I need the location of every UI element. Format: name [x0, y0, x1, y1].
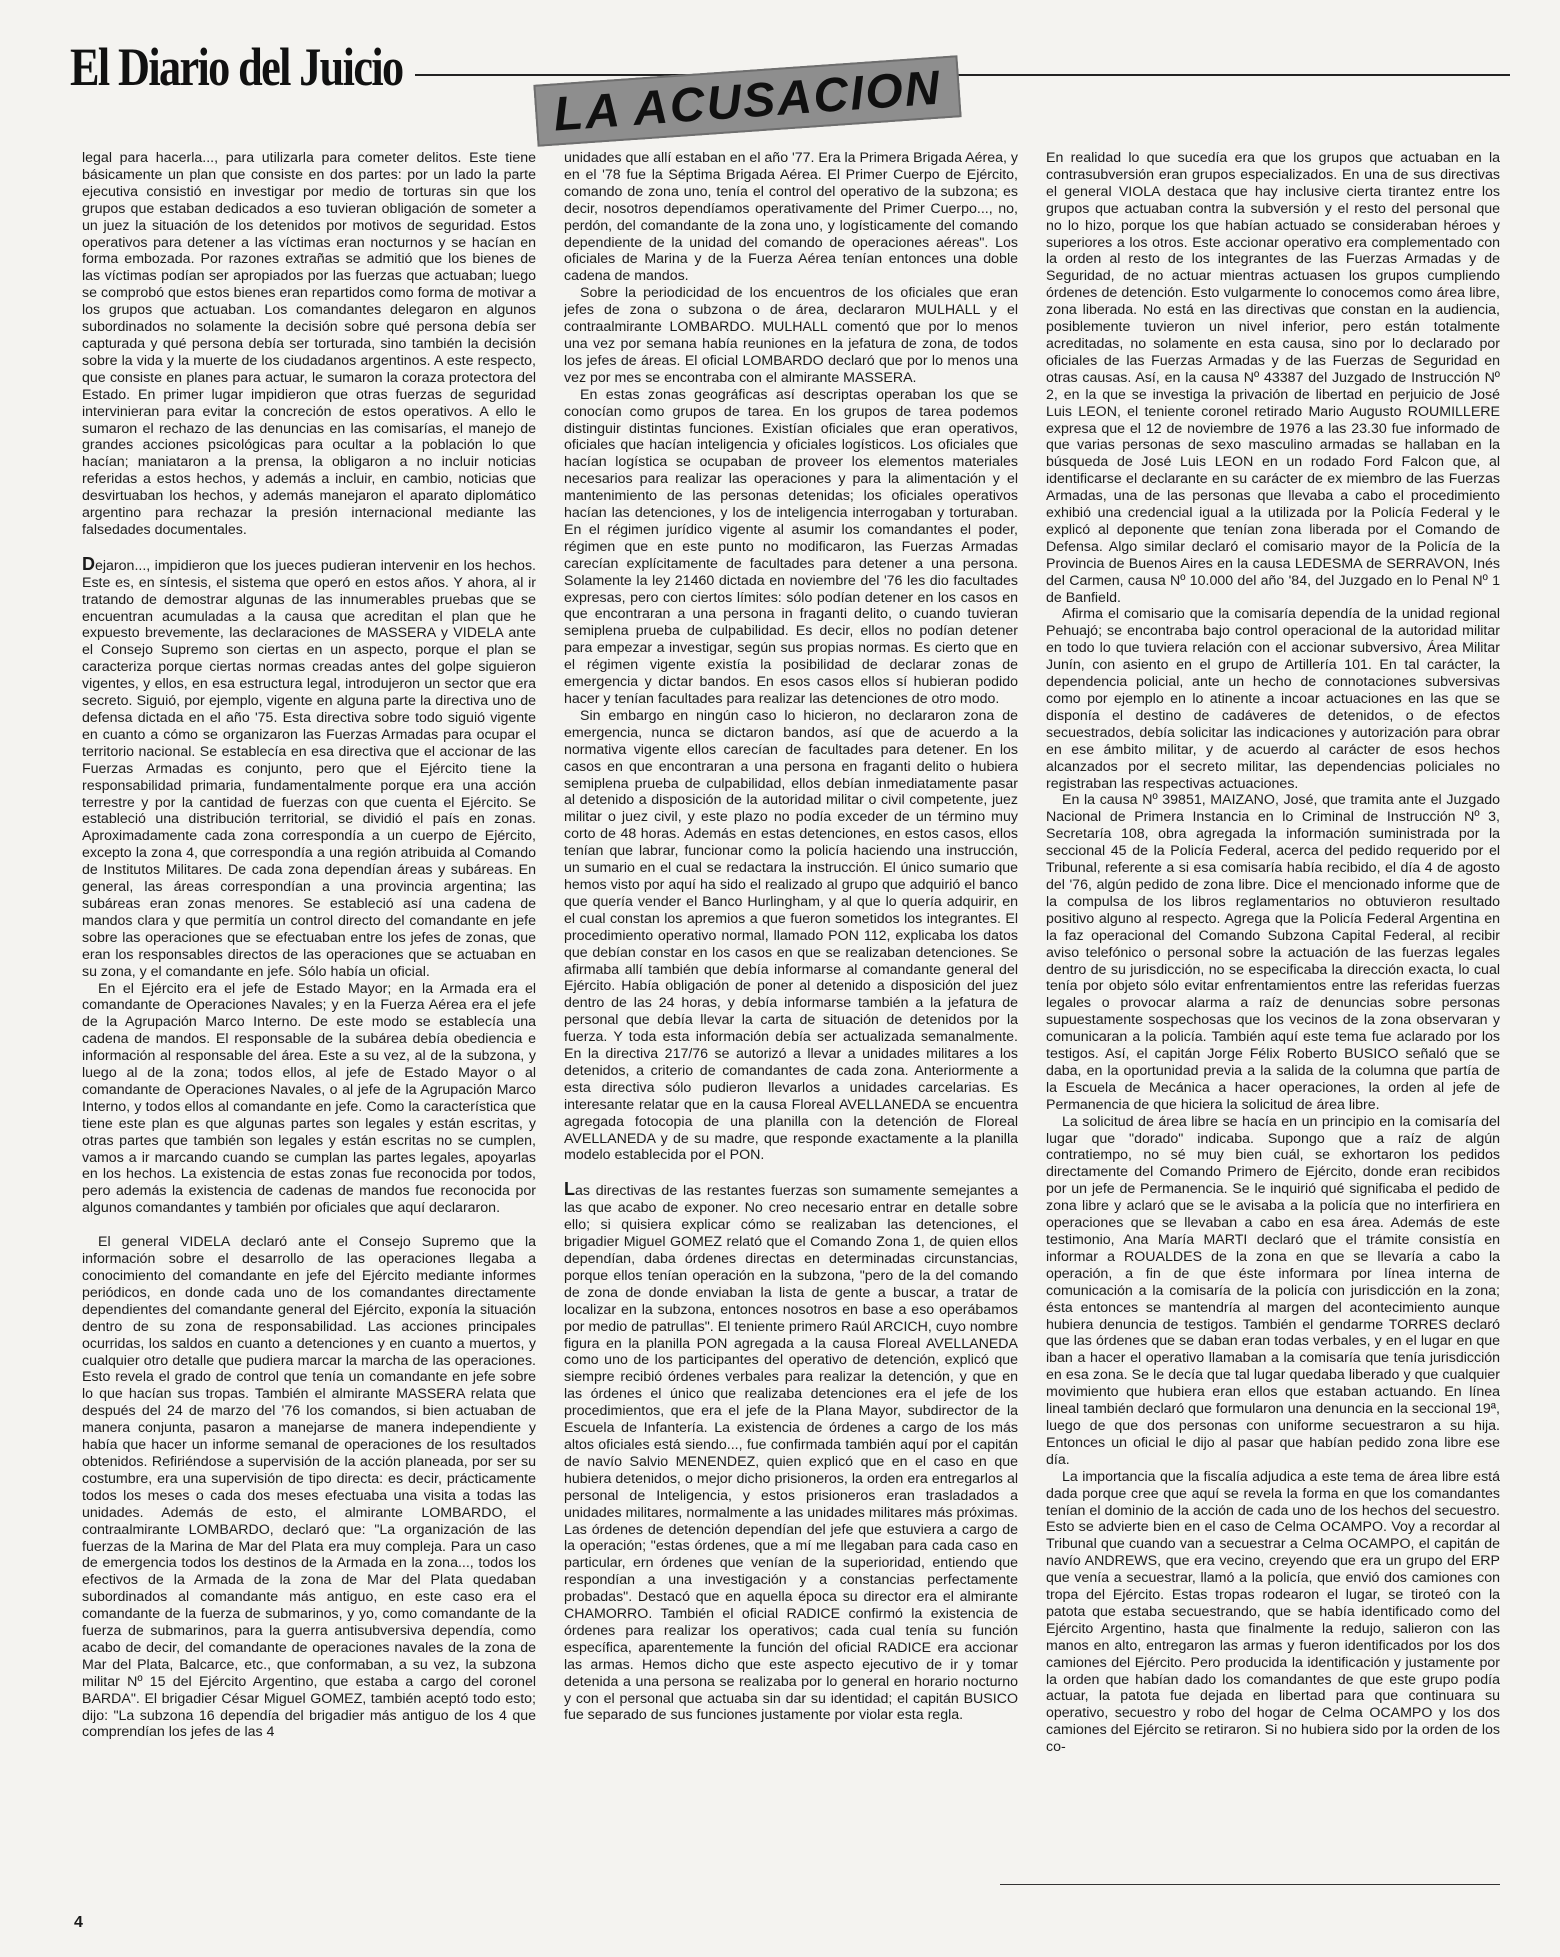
- article-paragraph: [564, 150, 1018, 285]
- paragraph-text: Sobre la periodicidad de los encuentros de los oficiales que eran jefes de zona o subzona o de área, declararon MULHALL y el contraalmirante LOMBARDO. MULHALL comentó que por lo menos una vez por semana había reuniones en la jefatura de zona, de todos los jefes de áreas. El oficial LOMBARDO declaró que por lo menos una vez por mes se encontraba con el almirante MASSERA.: [564, 285, 1018, 386]
- article-paragraph: [1046, 606, 1500, 792]
- article-paragraph: [564, 285, 1018, 386]
- article-paragraph: [82, 1234, 536, 1741]
- article-paragraph: [82, 150, 536, 539]
- paragraph-text: En la causa Nº 39851, MAIZANO, José, que tramita ante el Juzgado Nacional de Primera Instancia en lo Criminal de Instrucción Nº 3, Secretaría 108, obra agregada la información suministrada por la seccional 45 de la Policía Federal, acerca del pedido requerido por el Tribunal, referente a si esa comisaría había recibido, el día 4 de agosto del '76, algún pedido de zona libre. Dice el mencionado informe que de la compulsa de los libros reglamentarios no obtuvieron resultado positivo alguno al respecto. Agrega que la Policía Federal Argentina en la faz operacional del Comando Subzona Capital Federal, al recibir aviso telefónico o personal sobre la actuación de las fuerzas legales dentro de su jurisdicción, no se especificaba la dirección exacta, lo cual tenía por objeto sólo evitar enfrentamientos entre las referidas fuerzas legales o provocar alarma a raíz de denuncias sobre personas supuestamente sospechosas que los vecinos de la zona observaran y comunicaran a la policía. También aquí este tema fue aclarado por los testigos. Así, el capitán Jorge Félix Roberto BUSICO señaló que se daba, en la oportunidad previa a la salida de la columna que partía de la Escuela de Mecánica a hacer operaciones, la orden al jefe de Permanencia de que hiciera la solicitud de área libre.: [1046, 792, 1500, 1113]
- article-body: [82, 150, 1502, 1870]
- article-paragraph: [82, 553, 536, 981]
- article-paragraph: [564, 708, 1018, 1164]
- article-paragraph: [82, 981, 536, 1218]
- paragraph-text: as directivas de las restantes fuerzas son sumamente semejantes a las que acabo de exponer. No creo necesario entrar en detalle sobre ello; si quisiera explicar cómo se realizaban las detenciones, el brigadier Miguel GOMEZ relató que el Comando Zona 1, de quien ellos dependían, daba órdenes directas en determinadas circunstancias, porque ellos tenían operación en la subzona, "pero de la del comando de zona de donde enviaban la lista de gente a buscar, a tratar de localizar en la subzona, entonces nosotros en base a eso operábamos por medio de patrullas". El teniente primero Raúl ARCICH, cuyo nombre figura en la planilla PON agregada a la causa Floreal AVELLANEDA como uno de los participantes del operativo de detención, explicó que siempre recibió órdenes verbales para realizar la detención, y que en las órdenes el único que realizaba detenciones era el jefe de los procedimientos, que era el jefe de la Plana Mayor, subdirector de la Escuela de Infantería. La existencia de órdenes a cargo de los más altos oficiales está siendo..., fue confirmada también aquí por el capitán de navío Salvio MENENDEZ, quien explicó que en el caso en que hubiera detenidos, o mejor dicho prisioneros, la orden era entregarlos al personal de Inteligencia, y estos prisioneros eran trasladados a unidades militares, normalmente a las unidades militares más próximas. Las órdenes de detención dependían del jefe que estuviera a cargo de la operación; "estas órdenes, que a mí me llegaban para cada caso en particular, ern órdenes que venían de la superioridad, entiendo que respondían a una investigación y a constancias perfectamente probadas". Destacó que en aquella época su director era el almirante CHAMORRO. También el oficial RADICE confirmó la existencia de órdenes para realizar los operativos; cada cual tenía su función específica, aparentemente la función del oficial RADICE era accionar las armas. Hemos dicho que este aspecto ejecutivo de ir y tomar detenida a una persona se realizaba por lo general en horario nocturno y con el personal que actuaba sin dar su identidad; el capitán BUSICO fue separado de sus funciones justamente por violar esta regla.: [564, 1183, 1018, 1724]
- paragraph-text: Afirma el comisario que la comisaría dependía de la unidad regional Pehuajó; se encontraba bajo control operacional de la autoridad militar en todo lo que tuviera relación con el accionar subversivo, Área Militar Junín, con asiento en el grupo de Artillería 101. En tal carácter, la dependencia policial, ante un hecho de connotaciones subversivas como por ejemplo en lo atinente a incoar actuaciones en las que se disponía el destino de cadáveres de detenidos, o de efectos secuestrados, debía solicitar las indicaciones y autorización para obrar en ese ámbito militar, y de acuerdo al carácter de esos hechos alcanzados por el secreto militar, las dependencias policiales no registraban las respectivas actuaciones.: [1046, 606, 1500, 792]
- paragraph-text: legal para hacerla..., para utilizarla para cometer delitos. Este tiene básicamente un plan que consiste en dos partes: por un lado la parte ejecutiva consistió en investigar por medio de torturas sin que los grupos que estaban dedicados a eso tuvieran obligación de someter a un juez la situación de los detenidos por motivos de seguridad. Estos operativos para detener a las víctimas eran nocturnos y se hacían en forma embozada. Por razones extrañas se admitió que los bienes de las víctimas podían ser apropiados por las fuerzas que actuaban; luego se comprobó que estos bienes eran repartidos como forma de motivar a los grupos que actuaban. Los comandantes delegaron en algunos subordinados no solamente la decisión sobre qué persona debía ser capturada y qué persona debía ser torturada, sino también la decisión sobre la vida y la muerte de los ciudadanos argentinos. A este respecto, que consiste en planes para actuar, le sumaron la coraza protectora del Estado. En primer lugar impidieron que otras fuerzas de seguridad intervinieran para evitar la concreción de estos operativos. A ello le sumaron el rechazo de las denuncias en las comisarías, el manejo de grandes acciones psicológicas para ocultar a la población lo que hacían; maniataron a la prensa, la obligaron a no incluir noticias referidas a estos hechos, y además a incluir, en cambio, noticias que desvirtuaban los hechos, y además manejaron el aparato diplomático argentino para rechazar la presión internacional mediante las falsedades documentales.: [82, 150, 536, 538]
- article-paragraph: [1046, 1114, 1500, 1469]
- text-column-2: [564, 150, 1018, 1870]
- dropcap-letter: D: [82, 553, 95, 574]
- text-column-1: [82, 150, 536, 1870]
- paragraph-text: En el Ejército era el jefe de Estado Mayor; en la Armada era el comandante de Operaciones Navales; y en la Fuerza Aérea era el jefe de la Agrupación Marco Interno. De este modo se establecía una cadena de mandos. El responsable de la subárea debía obediencia e información al responsable del área. Este a su vez, al de la subzona, y luego al de la zona; todos ellos, al jefe de Estado Mayor o al comandante de Operaciones Navales, o al jefe de la Agrupación Marco Interno, y todos ellos al comandante en jefe. Como la característica que tiene este plan es que algunas partes son legales y están escritas, y otras partes que también son legales y están escritas no se cumplen, vamos a ir marcando cuando se cumplan las partes legales, apoyarlas en los hechos. La existencia de estas zonas fue reconocida por todos, pero además la existencia de cadenas de mandos fue reconocida por algunos comandantes y también por oficiales que aquí declararon.: [82, 980, 536, 1217]
- paragraph-text: El general VIDELA declaró ante el Consejo Supremo que la información sobre el desarrollo de las operaciones llegaba a conocimiento del comandante en jefe del Ejército mediante informes periódicos, en donde cada uno de los comandantes directamente dependientes del comandante general del Ejército, exponía la situación dentro de su zona de responsabilidad. Las acciones principales ocurridas, los saldos en cuanto a detenciones y en cuanto a muertos, y cualquier otro detalle que pudiera marcar la marcha de las operaciones. Esto revela el grado de control que tenía un comandante en jefe sobre lo que hacían sus tropas. También el almirante MASSERA relata que después del 24 de marzo del '76 los comandos, si bien actuaban de manera conjunta, pasaron a manejarse de manera independiente y había que hacer un informe semanal de operaciones de los resultados obtenidos. Refiriéndose a supervisión de la acción planeada, por ser su costumbre, era una supervisión de tipo directa: es decir, prácticamente todos los meses o cada dos meses efectuaba una visita a todas las unidades. Además de esto, el almirante LOMBARDO, el contraalmirante LOMBARDO, declaró que: "La organización de las fuerzas de la Marina de Mar del Plata era muy compleja. Para un caso de emergencia todos los destinos de la Armada en la zona..., todos los efectivos de la Armada de la zona de Mar del Plata quedaban subordinados al comandante más antiguo, en este caso era el comandante de la fuerza de submarinos, y yo, como comandante de la fuerza de submarinos, para la guerra antisubversiva dependía, como acabo de decir, del comandante de operaciones navales de la zona de Mar del Plata, Balcarce, etc., que conformaban, a su vez, la subzona militar Nº 15 del Ejército Argentino, que estaba a cargo del coronel BARDA". El brigadier César Miguel GOMEZ, también aceptó todo esto; dijo: "La subzona 16 dependía del brigadier más antiguo de los 4 que comprendían los jefes de las 4: [82, 1234, 536, 1741]
- paragraph-text: ejaron..., impidieron que los jueces pudieran intervenir en los hechos. Este es, en síntesis, el sistema que operó en estos años. Y ahora, al ir tratando de demostrar algunas de las innumerables pruebas que se encuentran acumuladas a la causa que acreditan el plan que he expuesto brevemente, las declaraciones de MASSERA y VIDELA ante el Consejo Supremo son ciertas en un aspecto, porque el plan se caracteriza porque ciertas normas creadas antes del golpe siguieron vigentes, y ellos, en esa estructura legal, introdujeron un sector que era secreto. Siguió, por ejemplo, vigente en alguna parte la directiva uno de defensa dictada en el año '75. Esta directiva sobre todo siguió vigente en cuanto a cómo se organizaron las Fuerzas Armadas para ocupar el territorio nacional. Se establecía en esa directiva que el accionar de las Fuerzas Armadas es conjunto, pero que el Ejército tiene la responsabilidad primaria, fundamentalmente porque era una acción terrestre y por la cantidad de fuerzas con que cuenta el Ejército. Se estableció una distribución territorial, se dividió el país en zonas. Aproximadamente cada zona correspondía a un cuerpo de Ejército, excepto la zona 4, que correspondía a una región atribuida al Comando de Institutos Militares. De cada zona dependían áreas y subáreas. En general, las áreas correspondían a una provincia argentina; las subáreas eran zonas menores. Se estableció así una cadena de mandos clara y que permitía un control directo del comandante en jefe sobre las operaciones que se efectuaban entre los jefes de zonas, que eran los responsables directos de las operaciones que se actuaban en su zona, y el comandante en jefe. Sólo había un oficial.: [82, 557, 536, 980]
- article-paragraph: [1046, 792, 1500, 1113]
- bottom-rule: [1000, 1884, 1500, 1885]
- page-number: 4: [74, 1914, 83, 1931]
- newspaper-title: El Diario del Juicio: [70, 37, 403, 97]
- article-paragraph: [564, 387, 1018, 708]
- article-paragraph: [1046, 1469, 1500, 1756]
- paragraph-text: Sin embargo en ningún caso lo hicieron, no declararon zona de emergencia, nunca se dictaron bandos, así que de acuerdo a la normativa vigente ellos carecían de facultades para detener. En los casos en que encontraran a una persona en fraganti delito o hubiera semiplena prueba de culpabilidad, ellos debían inmediatamente pasar al detenido a disposición de la autoridad militar o civil competente, juez militar o juez civil, y este plazo no podía exceder de un término muy corto de 48 horas. Además en estas detenciones, en estos casos, ellos tenían que labrar, funcionar como la policía haciendo una instrucción, un sumario en el cual se redactara la instrucción. El único sumario que hemos visto por aquí ha sido el realizado al grupo que adquirió el banco que quería vender el Banco Hurlingham, y al que lo quería adquirir, en el cual constan los apremios a que fueron sometidos los integrantes. El procedimiento operativo normal, llamado PON 112, explicaba los datos que debían constar en los casos en que se realizaban detenciones. Se afirmaba allí también que debía informarse al comandante general del Ejército. Había obligación de poner al detenido a disposición del juez dentro de las 24 horas, y debía informarse también a la jefatura de personal que debía llevar la carta de situación de detenidos por la fuerza. Y toda esta información debía ser actualizada semanalmente. En la directiva 217/76 se autorizó a llevar a unidades militares a los detenidos, a criterio de comandantes de cada zona. Anteriormente a esta directiva sólo pudieron llevarlos a unidades carcelarias. Es interesante relatar que en la causa Floreal AVELLANEDA se encuentra agregada fotocopia de una planilla con la detención de Floreal AVELLANEDA y de su madre, que responde exactamente a la planilla modelo establecida por el PON.: [564, 707, 1018, 1164]
- paragraph-text: La importancia que la fiscalía adjudica a este tema de área libre está dada porque cree que aquí se revela la forma en que los comandantes tenían el dominio de la acción de cada uno de los hechos del secuestro. Esto se advierte bien en el caso de Celma OCAMPO. Voy a recordar al Tribunal que cuando van a secuestrar a Celma OCAMPO, el capitán de navío ANDREWS, que era vecino, creyendo que era un grupo del ERP que venía a secuestrar, llamó a la policía, que envió dos camiones con tropa del Ejército. Estas tropas rodearon el lugar, se tiroteó con la patota que estaba secuestrando, que se había identificado como del Ejército Argentino, hasta que finalmente la redujo, salieron con las manos en alto, entregaron las armas y fueron identificados por los dos camiones del Ejército. Pero producida la identificación y justamente por la orden que habían dado los comandantes de que este grupo podía actuar, la patota fue dejada en libertad para que continuara su operativo, secuestro y robo del hogar de Celma OCAMPO y los dos camiones del Ejército se retiraron. Si no hubiera sido por la orden de los co-: [1046, 1468, 1500, 1756]
- article-paragraph: [1046, 150, 1500, 606]
- masthead-rule: [415, 74, 1510, 76]
- article-paragraph: [564, 1181, 1018, 1724]
- paragraph-text: La solicitud de área libre se hacía en un principio en la comisaría del lugar que "dorado" indicaba. Supongo que a raíz de algún contratiempo, no sé muy bien cuál, se exhortaron los pedidos directamente del Comando Primero de Ejército, donde eran recibidos por un jefe de Permanencia. Se le inquirió qué significaba el pedido de zona libre y aclaró que se le avisaba a la policía que no interfiriera en operaciones que se llevaban a cabo en esa área. Además de este testimonio, Ana María MARTI declaró que el trámite consistía en informar a ROUALDES de la zona en que se llevaría a cabo la operación, a fin de que éste informara por línea interna de comunicación a la comisaría de la policía con jurisdicción en la zona; ésta entonces se mantendría al margen del acontecimiento aunque hubiera denuncia de testigos. También el gendarme TORRES declaró que las órdenes que se daban eran todas verbales, y en el lugar en que iban a hacer el operativo llamaban a la comisaría que tenía jurisdicción en esa zona. Se le decía que tal lugar quedaba liberado y que cualquier movimiento que hubiera eran ellos que estaban actuando. En línea lineal también declaró que formularon una denuncia en la seccional 19ª, luego de que dos personas con uniforme secuestraron a su hija. Entonces un oficial le dijo al pasar que habían pedido zona libre ese día.: [1046, 1113, 1500, 1468]
- text-column-3: [1046, 150, 1500, 1870]
- paragraph-text: En realidad lo que sucedía era que los grupos que actuaban en la contrasubversión eran grupos especializados. En una de sus directivas el general VIOLA destaca que hay inclusive cierta tirantez entre los grupos que actuaban contra la subversión y el resto del personal que no lo hizo, porque los que habían actuado se consideraban héroes y superiores a los otros. Este accionar operativo era complementado con la orden al resto de los integrantes de las Fuerzas Armadas y de Seguridad, de no actuar mientras actuasen los grupos cumpliendo órdenes de detención. Esto vulgarmente lo conocemos como área libre, zona liberada. No está en las directivas que constan en la audiencia, posiblemente tuvieron un nivel inferior, pero están totalmente acreditadas, no solamente en esta causa, sino por lo declarado por oficiales de las Fuerzas Armadas y de las Fuerzas de Seguridad en otras causas. Así, en la causa Nº 43387 del Juzgado de Instrucción Nº 2, en la que se investiga la privación de libertad en perjuicio de José Luis LEON, el teniente coronel retirado Mario Augusto ROUMILLERE expresa que el 12 de noviembre de 1976 a las 23.30 fue informado de que varias personas de sexo masculino armadas se hallaban en la búsqueda de José Luis LEON en un rodado Ford Falcon que, al identificarse el declarante en su carácter de ex miembro de las Fuerzas Armadas, una de las personas que llevaba a cabo el procedimiento exhibió una credencial igual a la utilizada por la Policía Federal y le explicó al deponente que tenían zona liberada por el Comando de Defensa. Algo similar declaró el comisario mayor de la Policía de la Provincia de Buenos Aires en la causa LEDESMA de SERRAVON, Inés del Carmen, causa Nº 10.000 del año '84, del Juzgado en lo Penal Nº 1 de Banfield.: [1046, 150, 1500, 606]
- section-label: LA ACUSACION: [551, 61, 944, 141]
- paragraph-text: En estas zonas geográficas así descriptas operaban los que se conocían como grupos de tarea. En los grupos de tarea podemos distinguir distintas funciones. Existían oficiales que eran operativos, oficiales que hacían inteligencia y oficiales logísticos. Los oficiales que hacían logística se ocupaban de proveer los elementos materiales necesarios para realizar las operaciones y para la alimentación y el mantenimiento de las personas detenidas; los oficiales operativos hacían las detenciones, y los de inteligencia interrogaban y torturaban. En el régimen jurídico vigente al asumir los comandantes el poder, régimen que en este punto no modificaron, las Fuerzas Armadas carecían explícitamente de facultades para detener a una persona. Solamente la ley 21460 dictada en noviembre del '76 les dio facultades expresas, pero con ciertos límites: sólo podían detener en los casos en que encontraran a una persona in fraganti delito, o cuando tuvieran semiplena prueba de culpabilidad. Es decir, ellos no podían detener para empezar a investigar, según sus propias normas. Es cierto que en el régimen vigente existía la posibilidad de declarar zonas de emergencia y dictar bandos. En esos casos ellos sí hubieran podido hacer y tenían facultades para realizar las detenciones de otro modo.: [564, 386, 1018, 707]
- paragraph-text: unidades que allí estaban en el año '77. Era la Primera Brigada Aérea, y en el '78 fue la Séptima Brigada Aérea. El Primer Cuerpo de Ejército, comando de zona uno, tenía el control del operativo de la subzona; es decir, nosotros dependíamos operativamente del Primer Cuerpo..., no, perdón, del comandante de la zona uno, y logísticamente del comando dependiente de la unidad del comando de operaciones aéreas". Los oficiales de Marina y de la Fuerza Aérea tenían entonces una doble cadena de mandos.: [564, 150, 1018, 285]
- dropcap-letter: L: [564, 1179, 575, 1200]
